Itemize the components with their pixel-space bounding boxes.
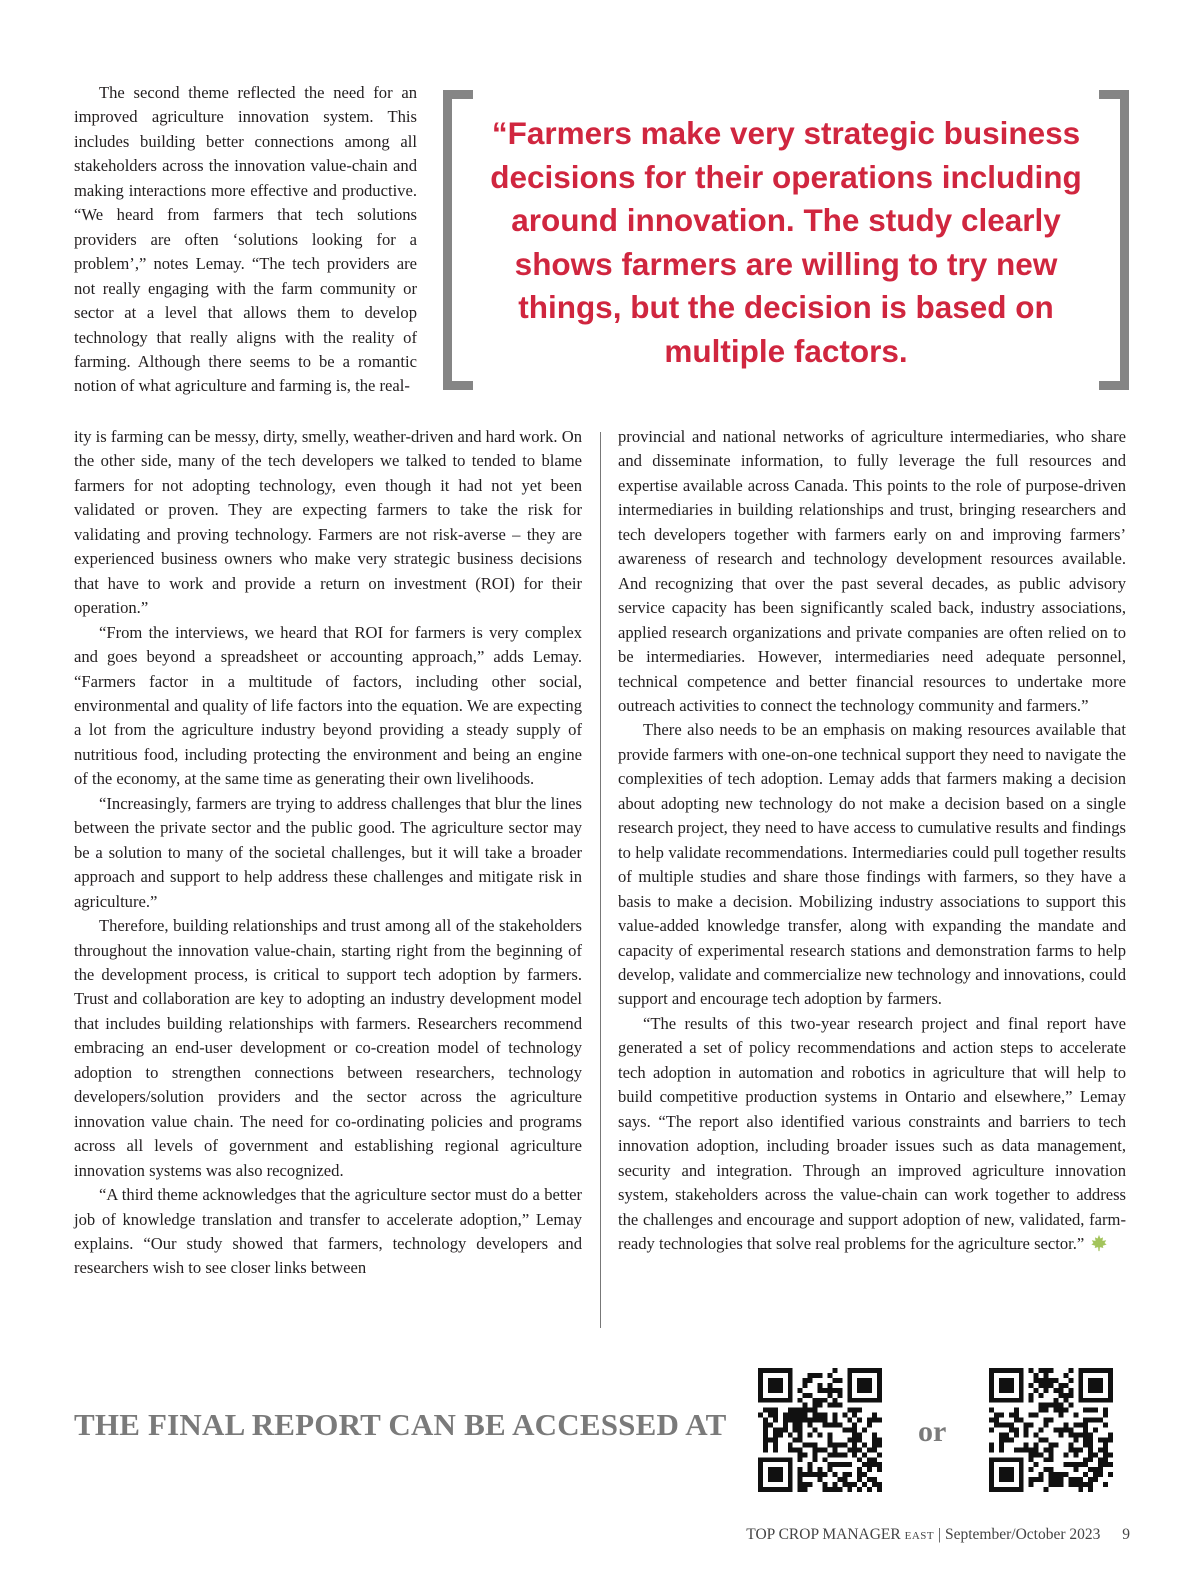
qr-code-2[interactable] bbox=[989, 1368, 1113, 1492]
maple-leaf-icon bbox=[1090, 1234, 1108, 1252]
paragraph: “From the interviews, we heard that ROI for farmers is very complex and goes beyond a spreadsheet or accounting approach,” adds Lemay. “Farmers factor in a multitude of factors, including other social, environmental and quality of life factors into the equation. We are expecting a lot from the agriculture industry beyond providing a steady supply of nutritious food, including protecting the environment and being an engine of the economy, at the same time as generating their own livelihoods. bbox=[74, 622, 582, 789]
magazine-edition: EAST bbox=[904, 1530, 935, 1542]
paragraph: The second theme reflected the need for an improved agriculture innovation system. This includes building better connections among all stakeholders across the innovation value-chain and making interactions more effective and productive. “We heard from farmers that tech solutions providers are often ‘solutions looking for a problem’,” notes Lemay. “The tech providers are not really engaging with the farm community or sector at a level that allows them to develop technology that really aligns with the reality of farming. Although there seems to be a romantic notion of what agriculture and farming is, the real- bbox=[74, 83, 417, 396]
paragraph: There also needs to be an emphasis on making resources available that provide farmers with one-on-one technical support they need to navigate the complexities of tech adoption. Lemay adds that farmers making a decision about adopting new technology do not make a decision based on a single research project, they need to have access to cumulative results and findings to help validate recommendations. Intermediaries could pull together results of multiple studies and share those findings with farmers, so they have a basis to make a decision. Mobilizing industry associations to support this value-added knowledge transfer, along with expanding the mandate and capacity of experimental research stations and demonstration farms to help develop, validate and commercialize new technology and innovations, could support and encourage tech adoption by farmers. bbox=[618, 720, 1126, 1009]
right-column bbox=[618, 425, 1126, 1256]
issue-date: September/October 2023 bbox=[944, 1526, 1101, 1543]
paragraph: Therefore, building relationships and trust among all of the stakeholders throughout the innovation value-chain, starting right from the beginning of the development process, is critical to support tech adoption by farmers. Trust and collaboration are key to adopting an industry development model that includes building relationships with farmers. Researchers recommend embracing an end-user development or co-creation model of technology adoption to strengthen connections between researchers, technology developers/solution providers and the sector across the agriculture innovation value chain. The need for co-ordinating policies and programs across all levels of government and establishing regional agriculture innovation systems was also recognized. bbox=[74, 916, 582, 1180]
bracket-left bbox=[443, 90, 473, 390]
paragraph: “A third theme acknowledges that the agriculture sector must do a better job of knowledge translation and transfer to accelerate adoption,” Lemay explains. “Our study showed that farmers, technology developers and researchers wish to see closer links between bbox=[74, 1185, 582, 1278]
page-footer bbox=[746, 1526, 1130, 1544]
paragraph-last bbox=[618, 1012, 1126, 1257]
column-divider bbox=[600, 432, 601, 1328]
pull-quote bbox=[443, 90, 1129, 392]
left-column bbox=[74, 425, 582, 1281]
page-number: 9 bbox=[1122, 1526, 1130, 1543]
left-column-top bbox=[74, 81, 417, 399]
bracket-right bbox=[1099, 90, 1129, 390]
paragraph: provincial and national networks of agriculture intermediaries, who share and disseminate information, to fully leverage the full resources and expertise available across Canada. This points to the role of purpose-driven intermediaries in building relationships and trust, bringing researchers and tech developers together with farmers early on and improving farmers’ awareness of research and technology development resources available. And recognizing that over the past several decades, as public advisory service capacity has been significantly scaled back, industry associations, applied research organizations and private companies are often relied on to be intermediaries. However, intermediaries need adequate personnel, technical competence and better financial resources to undertake more outreach activities to connect the technology community and farmers.” bbox=[618, 427, 1126, 715]
pull-quote-text: “Farmers make very strategic business decisions for their operations including around innovation. The study clearly shows farmers are willing to try new things, but the decision is based on multiple factors. bbox=[490, 115, 1082, 369]
footer-separator: | bbox=[938, 1526, 942, 1543]
paragraph: ity is farming can be messy, dirty, smelly, weather-driven and hard work. On the other side, many of the tech developers we talked to tended to blame farmers for not adopting technology, even though it had not yet been validated or proven. They are expecting farmers to take the risk for validating and proving technology. Farmers are not risk-averse – they are experienced business owners who make very strategic business decisions that have to work and provide a return on investment (ROI) for their operation.” bbox=[74, 427, 582, 618]
paragraph-text: “The results of this two-year research project and final report have generated a set of policy recommendations and action steps to accelerate tech adoption in automation and robotics in agriculture that will help to build competitive production systems in Ontario and elsewhere,” Lemay says. “The report also identified various constraints and barriers to tech innovation adoption, including broader issues such as data management, security and integration. Through an improved agriculture innovation system, stakeholders across the value-chain can work together to address the challenges and encourage and support adoption of new, validated, farm-ready technologies that solve real problems for the agriculture sector.” bbox=[618, 1013, 1126, 1253]
or-label: or bbox=[918, 1415, 947, 1448]
report-access-label: THE FINAL REPORT CAN BE ACCESSED AT bbox=[74, 1407, 727, 1442]
magazine-name: TOP CROP MANAGER bbox=[746, 1526, 901, 1543]
paragraph: “Increasingly, farmers are trying to address challenges that blur the lines between the private sector and the public good. The agriculture sector may be a solution to many of the societal challenges, but it will take a broader approach and support to help address these challenges and mitigate risk in agriculture.” bbox=[74, 793, 582, 911]
qr-code-1[interactable] bbox=[758, 1368, 882, 1492]
